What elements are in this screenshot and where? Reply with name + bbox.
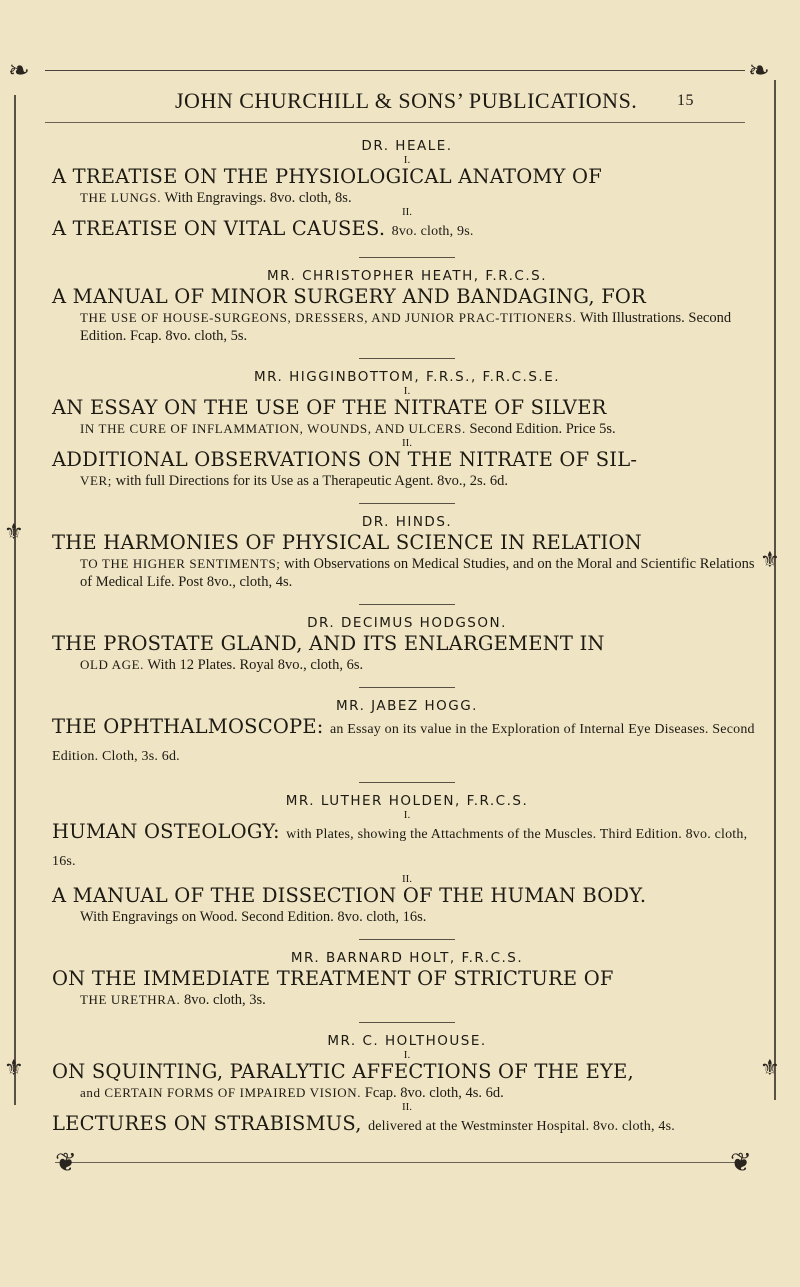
author-name: DR. HINDS. <box>361 514 453 530</box>
side-ornament-right-lower: ⚜ <box>760 1056 780 1081</box>
work-title-text: A TREATISE ON VITAL CAUSES. <box>52 217 386 240</box>
left-border <box>14 95 16 1105</box>
work-numeral: I. <box>403 809 411 821</box>
work-title-continuation: 8vo. cloth, 9s. <box>391 224 474 239</box>
work-details <box>80 908 762 926</box>
section-divider <box>359 1018 455 1023</box>
work-edition-price: With 12 Plates. Royal 8vo., cloth, 6s. <box>147 657 364 673</box>
work-numeral: II. <box>401 873 413 885</box>
author-section <box>52 697 762 783</box>
corner-ornament-top-right: ❧ <box>748 56 770 86</box>
work-edition-price: 8vo. cloth, 3s. <box>183 992 266 1008</box>
work-edition-price: with Observations on Medical Studies, and on the Moral and Scientific Relations of Medical Life. Post 8vo., cloth, 4s. <box>80 556 755 590</box>
catalogue-listing <box>52 137 762 1141</box>
work-title <box>52 1112 762 1139</box>
work-title <box>52 165 762 189</box>
work-details <box>80 472 762 490</box>
work-title-text: THE OPHTHALMOSCOPE: <box>52 715 324 738</box>
author-section <box>52 267 762 359</box>
work-title <box>52 531 762 555</box>
side-ornament-left-lower: ⚜ <box>4 1056 24 1081</box>
work-title-text: ON THE IMMEDIATE TREATMENT OF STRICTURE OF <box>52 967 614 990</box>
author-name: MR. HIGGINBOTTOM, F.R.S., F.R.C.S.E. <box>253 369 561 385</box>
work-edition-price: Second Edition. Price 5s. <box>469 421 616 437</box>
work-title-text: LECTURES ON STRABISMUS, <box>52 1112 362 1135</box>
author-section <box>52 513 762 605</box>
section-divider <box>359 600 455 605</box>
work-title <box>52 1060 762 1084</box>
work-title-text: A TREATISE ON THE PHYSIOLOGICAL ANATOMY OF <box>52 165 602 188</box>
section-divider <box>359 499 455 504</box>
author-name: MR. BARNARD HOLT, F.R.C.S. <box>290 950 524 966</box>
work-edition-price: With Engravings on Wood. Second Edition. 8vo. cloth, 16s. <box>80 909 427 925</box>
work-title-text: A MANUAL OF THE DISSECTION OF THE HUMAN BODY. <box>52 884 647 907</box>
work-numeral: I. <box>403 385 411 397</box>
work-title-continuation: an Essay on its value in the Exploration of Internal Eye Diseases. Second Edition. Cloth, 3s. 6d. <box>52 722 755 764</box>
work-subtitle: THE USE OF HOUSE-SURGEONS, DRESSERS, AND JUNIOR PRAC-TITIONERS. <box>80 310 577 325</box>
running-header <box>175 88 775 114</box>
work-title <box>52 217 762 244</box>
work-subtitle: VER; <box>80 473 113 488</box>
header-rule <box>45 122 745 123</box>
author-section <box>52 792 762 940</box>
work-details <box>80 991 762 1009</box>
author-name: MR. C. HOLTHOUSE. <box>327 1033 487 1049</box>
work-title <box>52 448 762 472</box>
side-ornament-left: ⚜ <box>4 520 24 545</box>
work-details <box>80 189 762 207</box>
work-details <box>80 1084 762 1102</box>
work-numeral: II. <box>401 1101 413 1113</box>
author-section <box>52 1032 762 1139</box>
work-title <box>52 967 762 991</box>
work-title <box>52 396 762 420</box>
corner-ornament-bottom-left: ❦ <box>55 1148 77 1178</box>
page-number: 15 <box>677 92 694 109</box>
work-subtitle: THE LUNGS. <box>80 190 162 205</box>
work-details <box>80 656 762 674</box>
right-border <box>774 80 776 1100</box>
corner-ornament-top-left: ❧ <box>8 56 30 86</box>
work-numeral: II. <box>401 437 413 449</box>
author-section <box>52 137 762 258</box>
work-subtitle: IN THE CURE OF INFLAMMATION, WOUNDS, AND ULCERS. <box>80 421 466 436</box>
author-name: MR. JABEZ HOGG. <box>336 698 478 714</box>
author-name: MR. LUTHER HOLDEN, F.R.C.S. <box>285 793 529 809</box>
top-rule <box>45 70 745 71</box>
work-title-text: A MANUAL OF MINOR SURGERY AND BANDAGING, FOR <box>52 285 646 308</box>
work-numeral: II. <box>401 206 413 218</box>
work-title-text: THE HARMONIES OF PHYSICAL SCIENCE IN RELATION <box>52 531 642 554</box>
work-subtitle: OLD AGE. <box>80 657 145 672</box>
work-title <box>52 884 762 908</box>
header-title: JOHN CHURCHILL & SONS’ PUBLICATIONS. <box>175 88 638 113</box>
work-title-continuation: delivered at the Westminster Hospital. 8vo. cloth, 4s. <box>368 1119 675 1134</box>
work-title <box>52 285 762 309</box>
work-title <box>52 820 762 874</box>
corner-ornament-bottom-right: ❦ <box>730 1148 752 1178</box>
work-subtitle: TO THE HIGHER SENTIMENTS; <box>80 556 281 571</box>
work-numeral: I. <box>403 154 411 166</box>
work-details <box>80 309 762 345</box>
work-numeral: I. <box>403 1049 411 1061</box>
work-subtitle: THE URETHRA. <box>80 992 181 1007</box>
author-name: DR. DECIMUS HODGSON. <box>307 615 507 631</box>
section-divider <box>359 683 455 688</box>
work-title-text: AN ESSAY ON THE USE OF THE NITRATE OF SILVER <box>52 396 607 419</box>
work-details <box>80 555 762 591</box>
work-edition-price: With Engravings. 8vo. cloth, 8s. <box>164 190 352 206</box>
author-section <box>52 614 762 688</box>
section-divider <box>359 354 455 359</box>
author-name: MR. CHRISTOPHER HEATH, F.R.C.S. <box>266 268 547 284</box>
work-title <box>52 715 762 769</box>
work-title-text: ON SQUINTING, PARALYTIC AFFECTIONS OF THE EYE, <box>52 1060 634 1083</box>
author-name: DR. HEALE. <box>361 138 453 154</box>
work-details <box>80 420 762 438</box>
section-divider <box>359 935 455 940</box>
work-edition-price: Fcap. 8vo. cloth, 4s. 6d. <box>364 1085 504 1101</box>
work-edition-price: with full Directions for its Use as a Therapeutic Agent. 8vo., 2s. 6d. <box>115 473 509 489</box>
work-title-text: THE PROSTATE GLAND, AND ITS ENLARGEMENT IN <box>52 632 605 655</box>
section-divider <box>359 253 455 258</box>
work-title-continuation: with Plates, showing the Attachments of the Muscles. Third Edition. 8vo. cloth, 16s. <box>52 827 748 869</box>
work-edition-price: With Illustrations. Second Edition. Fcap. 8vo. cloth, 5s. <box>80 310 732 344</box>
work-title-text: ADDITIONAL OBSERVATIONS ON THE NITRATE OF SIL- <box>52 448 638 471</box>
author-section <box>52 949 762 1023</box>
bottom-rule <box>55 1162 745 1163</box>
work-subtitle: and CERTAIN FORMS OF IMPAIRED VISION. <box>80 1085 362 1100</box>
work-title <box>52 632 762 656</box>
author-section <box>52 368 762 504</box>
section-divider <box>359 778 455 783</box>
work-title-text: HUMAN OSTEOLOGY: <box>52 820 280 843</box>
side-ornament-right: ⚜ <box>760 548 780 573</box>
